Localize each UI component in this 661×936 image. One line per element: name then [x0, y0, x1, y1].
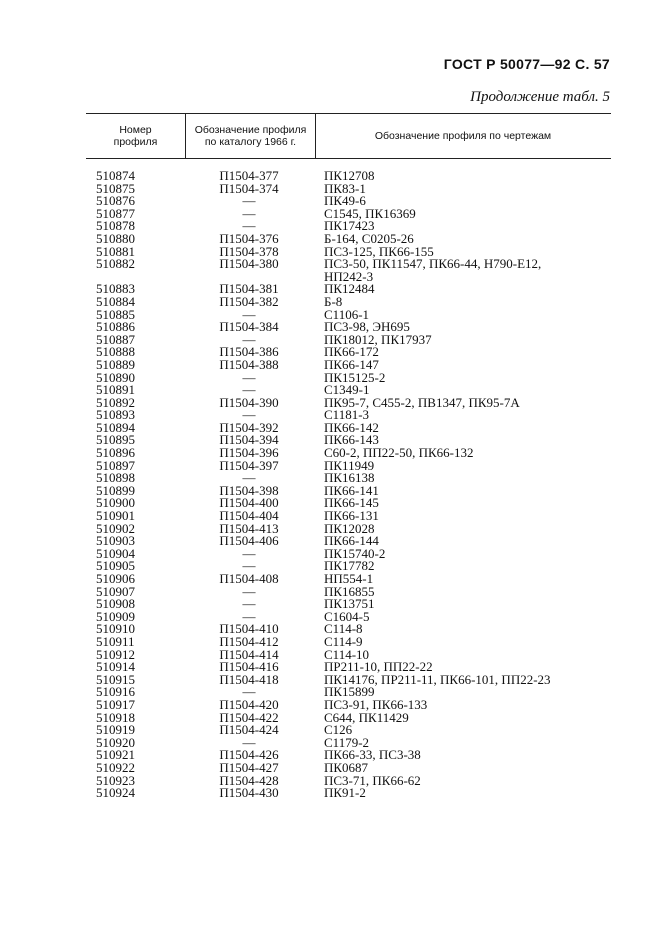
drawing-designation-line: С1106-1 — [324, 306, 370, 322]
drawing-designation-line: Б-8 — [324, 293, 343, 309]
profile-number-cell: 510921 — [96, 747, 135, 763]
profile-number-cell: 510883 — [96, 281, 135, 297]
profile-number-cell: 510889 — [96, 356, 135, 372]
catalog-designation-cell: П1504-408 — [219, 571, 279, 586]
drawing-designation-line: ПК66-144 — [324, 533, 379, 549]
profile-number-cell: 510918 — [96, 709, 135, 725]
drawing-designation-line: ПК66-142 — [324, 419, 379, 435]
profile-number-cell: 510874 — [96, 168, 135, 183]
drawing-designation-line: ПК15740-2 — [324, 545, 386, 561]
table-continuation-label: Продолжение табл. 5 — [470, 89, 610, 105]
drawing-designation-line: ПК66-143 — [324, 432, 379, 448]
catalog-designation-cell: П1504-414 — [219, 646, 279, 662]
catalog-designation-cell: П1504-378 — [219, 243, 279, 259]
catalog-designation-cell: П1504-400 — [219, 495, 279, 511]
header-profile-number — [86, 114, 185, 158]
catalog-designation-cell: П1504-424 — [219, 722, 279, 738]
drawing-designation-line: ПК0687 — [324, 759, 369, 775]
catalog-designation-cell: — — [242, 193, 256, 209]
catalog-designation-cell: П1504-422 — [219, 709, 279, 725]
catalog-designation-cell: — — [242, 608, 256, 624]
drawing-designation-line: ПК12708 — [324, 168, 375, 183]
profile-number-cell: 510894 — [96, 419, 135, 435]
drawing-designation-line: ПС3-125, ПК66-155 — [324, 243, 434, 259]
catalog-designation-cell: П1504-381 — [219, 281, 279, 297]
profile-number-cell: 510888 — [96, 344, 135, 360]
profile-number-cell: 510878 — [96, 218, 135, 234]
profile-number-cell: 510899 — [96, 482, 135, 498]
profile-number-cell: 510900 — [96, 495, 135, 511]
profile-number-cell: 510885 — [96, 306, 135, 322]
profile-number-cell: 510915 — [96, 671, 135, 687]
drawing-designation-line: ПК66-172 — [324, 344, 379, 360]
page-header: ГОСТ Р 50077—92 С. 57 — [443, 56, 610, 72]
table-header — [86, 113, 611, 159]
catalog-designation-cell: — — [242, 369, 256, 385]
drawing-designation-line: НП242-3 — [324, 268, 374, 284]
profile-number-cell: 510909 — [96, 608, 135, 624]
drawing-designation-line: ПК18012, ПК17937 — [324, 331, 432, 347]
drawing-designation-line: С1181-3 — [324, 407, 370, 423]
catalog-designation-cell: — — [242, 558, 256, 574]
profile-number-cell: 510898 — [96, 470, 135, 486]
catalog-designation-cell: П1504-413 — [219, 520, 279, 536]
profile-number-cell: 510920 — [96, 734, 135, 750]
drawing-designation-line: ПК49-6 — [324, 193, 366, 209]
catalog-designation-cell: П1504-394 — [219, 432, 279, 448]
profile-number-cell: 510896 — [96, 445, 135, 461]
catalog-designation-cell: П1504-390 — [219, 394, 279, 410]
drawing-designation-line: ПС3-98, ЭН695 — [324, 319, 410, 335]
header-drawing-designation: Обозначение профиля по чертежам — [374, 130, 552, 142]
catalog-designation-cell: П1504-426 — [219, 747, 279, 763]
profile-number-cell: 510891 — [96, 382, 135, 398]
drawing-designation-line: ПК16855 — [324, 583, 375, 599]
catalog-designation-cell: П1504-396 — [219, 445, 279, 461]
drawing-designation-line: ПР211-10, ПП22-22 — [324, 659, 433, 675]
catalog-designation-cell: П1504-416 — [219, 659, 279, 675]
profile-number-cell: 510890 — [96, 369, 135, 385]
drawing-designation-line: ПК66-33, ПС3-38 — [324, 747, 421, 763]
profile-number-cell: 510876 — [96, 193, 135, 209]
profile-number-cell: 510887 — [96, 331, 135, 347]
header-catalog-designation — [185, 114, 316, 158]
catalog-designation-cell: П1504-410 — [219, 621, 279, 637]
drawing-designation-line: С114-9 — [324, 633, 363, 649]
catalog-designation-cell: П1504-376 — [219, 230, 279, 246]
catalog-designation-cell: — — [242, 545, 256, 561]
drawing-designation-line: ПК13751 — [324, 596, 375, 612]
profile-number-cell: 510901 — [96, 508, 135, 524]
profile-number-cell: 510923 — [96, 772, 135, 788]
drawing-designation-line: ПК66-141 — [324, 482, 379, 498]
catalog-designation-cell: — — [242, 596, 256, 612]
drawing-designation-line: С114-8 — [324, 621, 363, 637]
profile-number-cell: 510916 — [96, 684, 135, 700]
profile-number-cell: 510875 — [96, 180, 135, 196]
catalog-designation-cell: — — [242, 218, 256, 234]
profile-number-cell: 510897 — [96, 457, 135, 473]
drawing-designation-line: С126 — [324, 722, 353, 738]
drawing-designation-line: ПК15899 — [324, 684, 375, 700]
catalog-designation-cell: П1504-406 — [219, 533, 279, 549]
drawing-designation-line: ПК11949 — [324, 457, 375, 473]
profile-number-cell: 510910 — [96, 621, 135, 637]
drawing-designation-cell — [315, 283, 611, 296]
header-profile-number-line: Номер — [119, 124, 152, 136]
drawing-designation-cell — [315, 258, 611, 283]
drawing-designation-line: С1604-5 — [324, 608, 370, 624]
table-row — [86, 283, 611, 296]
catalog-designation-cell: — — [242, 470, 256, 486]
header-profile-number-line: профиля — [113, 136, 158, 148]
catalog-designation-cell: — — [242, 583, 256, 599]
profile-number-cell: 510912 — [96, 646, 135, 662]
drawing-designation-line: ПК12028 — [324, 520, 375, 536]
catalog-designation-cell: П1504-430 — [219, 785, 279, 801]
profile-number-cell: 510919 — [96, 722, 135, 738]
header-catalog-line: Обозначение профиля — [194, 124, 307, 136]
profile-number-cell: 510881 — [96, 243, 135, 259]
drawing-designation-line: С644, ПК11429 — [324, 709, 409, 725]
drawing-designation-line: ПК83-1 — [324, 180, 366, 196]
catalog-designation-cell: П1504-397 — [219, 457, 279, 473]
drawing-designation-cell — [315, 709, 611, 725]
profile-number-cell: 510886 — [96, 319, 135, 335]
catalog-designation-cell: — — [242, 331, 256, 347]
drawing-designation-cell — [315, 787, 611, 800]
drawing-designation-line: ПК16138 — [324, 470, 375, 486]
profile-number-cell: 510902 — [96, 520, 135, 536]
drawing-designation-line: С1179-2 — [324, 734, 370, 750]
drawing-designation-line: ПС3-71, ПК66-62 — [324, 772, 421, 788]
catalog-designation-cell: П1504-418 — [219, 671, 279, 687]
drawing-designation-line: С114-10 — [324, 646, 370, 662]
profile-number-cell: 510914 — [96, 659, 135, 675]
table-body — [86, 170, 611, 800]
profile-number-cell: 510906 — [96, 571, 135, 586]
profile-number-cell: 510922 — [96, 759, 135, 775]
catalog-designation-cell: — — [242, 382, 256, 398]
catalog-designation-cell: П1504-428 — [219, 772, 279, 788]
catalog-designation-cell: П1504-374 — [219, 180, 279, 196]
profile-number-cell: 510877 — [96, 205, 135, 221]
table-row — [86, 787, 611, 800]
catalog-designation-cell: — — [242, 734, 256, 750]
profile-number-cell: 510907 — [96, 583, 135, 599]
drawing-designation-line: ПС3-91, ПК66-133 — [324, 696, 428, 712]
profile-number-cell: 510903 — [96, 533, 135, 549]
profile-number-cell: 510905 — [96, 558, 135, 574]
catalog-designation-cell: — — [242, 407, 256, 423]
profile-number-cell: 510924 — [96, 785, 135, 801]
drawing-designation-line: ПК66-131 — [324, 508, 379, 524]
profile-number-cell: 510911 — [96, 633, 135, 649]
profile-number-cell: 510893 — [96, 407, 135, 423]
drawing-designation-line: Б-164, С0205-26 — [324, 230, 414, 246]
catalog-designation-cell: П1504-392 — [219, 419, 279, 435]
drawing-designation-line: С1349-1 — [324, 382, 370, 398]
profile-number-cell: 510917 — [96, 696, 135, 712]
drawing-designation-line: ПС3-50, ПК11547, ПК66-44, Н790-Е12, — [324, 256, 542, 272]
catalog-designation-cell: — — [242, 306, 256, 322]
drawing-designation-line: ПК12484 — [324, 281, 375, 297]
catalog-designation-cell: П1504-384 — [219, 319, 279, 335]
profile-number-cell: 510884 — [96, 293, 135, 309]
drawing-designation-line: С1545, ПК16369 — [324, 205, 416, 221]
drawing-designation-line: ПК14176, ПР211-11, ПК66-101, ПП22-23 — [324, 671, 551, 687]
catalog-designation-cell: П1504-404 — [219, 508, 279, 524]
profile-number-cell: 510904 — [96, 545, 135, 561]
profile-number-cell: 510882 — [96, 256, 135, 272]
catalog-designation-cell: П1504-420 — [219, 696, 279, 712]
catalog-designation-cell: П1504-398 — [219, 482, 279, 498]
catalog-designation-cell: П1504-382 — [219, 293, 279, 309]
header-catalog-line: по каталогу 1966 г. — [204, 136, 297, 148]
drawing-designation-line: ПК15125-2 — [324, 369, 386, 385]
drawing-designation-line: ПК66-145 — [324, 495, 379, 511]
catalog-designation-cell: П1504-380 — [219, 256, 279, 272]
profile-number-cell: 510908 — [96, 596, 135, 612]
drawing-designation-line: ПК66-147 — [324, 356, 379, 372]
catalog-designation-cell: П1504-388 — [219, 356, 279, 372]
catalog-designation-cell: П1504-412 — [219, 633, 279, 649]
profile-number-cell: 510880 — [96, 230, 135, 246]
profile-number-cell: 510892 — [96, 394, 135, 410]
table-row — [86, 258, 611, 283]
drawing-designation-line: ПК17423 — [324, 218, 375, 234]
drawing-designation-line: ПК95-7, С455-2, ПВ1347, ПК95-7А — [324, 394, 520, 410]
catalog-designation-cell: — — [242, 205, 256, 221]
catalog-designation-cell: — — [242, 684, 256, 700]
drawing-designation-line: ПК17782 — [324, 558, 375, 574]
catalog-designation-cell: П1504-386 — [219, 344, 279, 360]
drawing-designation-line: ПК91-2 — [324, 785, 366, 801]
profile-number-cell: 510895 — [96, 432, 135, 448]
drawing-designation-line: С60-2, ПП22-50, ПК66-132 — [324, 445, 474, 461]
catalog-designation-cell: П1504-377 — [219, 168, 279, 183]
catalog-designation-cell: П1504-427 — [219, 759, 279, 775]
drawing-designation-line: НП554-1 — [324, 571, 374, 586]
